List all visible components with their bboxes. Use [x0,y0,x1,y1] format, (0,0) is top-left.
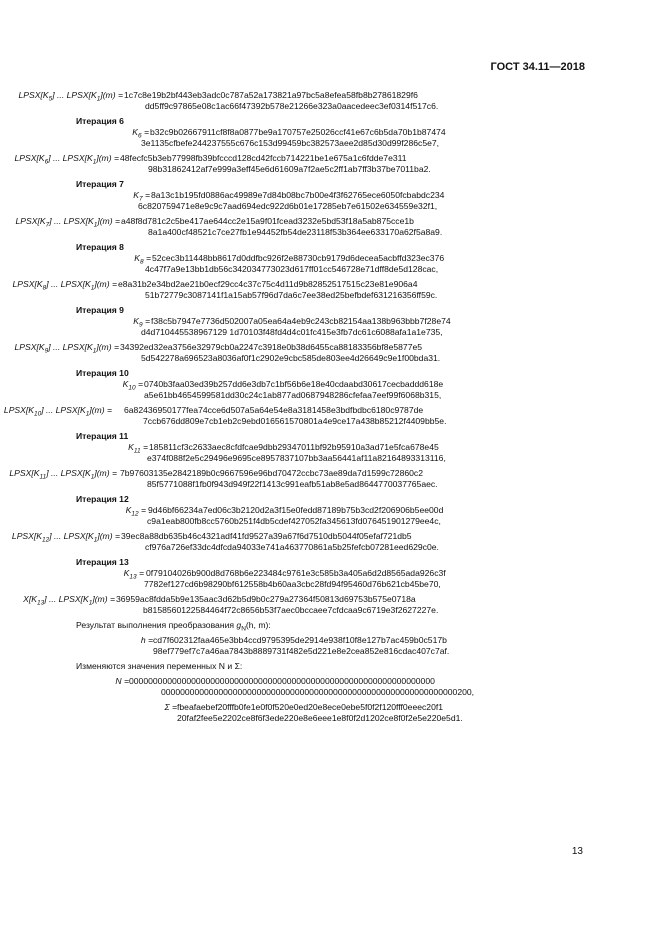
expr-label: $LPSX[K_6]$ ... $LPSX[K_1](m)$ = [14,153,119,166]
expr-line2 [0,605,661,616]
expr-value-cont: cf976a726ef33dc4dfcda94033e741a463770861a5b25fefcb07281eed629c0e. [145,542,439,552]
expr-line2 [0,290,661,301]
expr-value: 39ec8a88db635b46c4321adf41fd9527a39a67f6d7510db5044f05efaf721db5 [121,531,412,541]
expr-line1 [0,635,661,646]
expr-line1 [0,90,661,101]
iteration-heading: Итерация 12 [76,494,129,504]
expr-value: 7b97603135e2842189b0c9667596e96bd70472ccbc73ae89da7d1599c72860c2 [120,468,423,478]
expr-value-cont: 6c820759471e8e9c9c7aad694edc922d6b01e17285eb7e61502e634559e32f1, [138,201,438,211]
expr-value-cont: c9a1eab800fb8cc5760b251f4db5cdef427052fa345613fd076451901279ee4c, [147,516,441,526]
expr-line2 [0,327,661,338]
expr-value: 0000000000000000000000000000000000000000000000000000000000000000 [129,676,435,686]
expr-label: $K_{13}$ = [123,568,144,581]
expr-line1 [0,405,661,416]
expr-value: 185811cf3c2633aec8cfdfcae9dbb29347011bf92b95910a3ad71e5fca678e45 [149,442,439,452]
expr-value-cont: 8a1a400cf48521c7ce27fb1e94452fb54de23118f53b364ee633170a62f5a8a9. [148,227,443,237]
expr-line2 [0,646,661,657]
expr-value: 1c7c8e19b2bf443eb3adc0c787a52a173821a97bc5a8efea58fb8b27861829f6 [124,90,418,100]
expr-value: 48fecfc5b3eb77998fb39bfcccd128cd42fccb714221be1e675a1c6fdde7e311 [120,153,407,163]
expr-value-cont: 7ccb676dd809e7cb1eb2c9ebd016561570801a4e9ce17a438b85212f4409bb5e. [143,416,447,426]
document-body [0,90,661,728]
expr-line1 [0,190,661,201]
expr-label: $LPSX[K_8]$ ... $LPSX[K_1](m)$ = [12,279,117,292]
expr-line1 [0,316,661,327]
expr-value-cont: 4c47f7a9e13bb1db56c342034773023d617ff01cc546728e71dff8de5d128cac, [145,264,439,274]
expr-value-cont: a5e61bb4654599581dd30c24c1ab877ad0687948286cfefaa7eef99f6068b315, [144,390,442,400]
expr-label: $LPSX[K_9]$ ... $LPSX[K_1](m)$ = [14,342,119,355]
expr-line2 [0,390,661,401]
expr-label: $K_{12}$ = [125,505,146,518]
expr-value-cont: b8158560122584464f72c8656b53f7aec0bccaee7cfdcaa9c6719e3f2627227e. [143,605,439,615]
expr-value-cont: 3e1135cfbefe244237555c676c153d99459bc382573aee2d85d30d99f286c5e7, [141,138,440,148]
result-caption: Результат выполнения преобразования $g_N(h$, m): [76,620,271,633]
expr-line1 [0,127,661,138]
expr-line1 [0,468,661,479]
expr-line1 [0,568,661,579]
expr-value-cont: 5d542278a696523a8036af0f1c2902e9cbc585de803ee4d26649c9e1f00bda31. [141,353,441,363]
expr-label: $K_6$ = [132,127,149,140]
expr-line1 [0,216,661,227]
expr-line1 [0,279,661,290]
expr-value: b32c9b02667911cf8f8a0877be9a170757e25026ccf41e67c6b5da70b1b87474 [150,127,446,137]
expr-value: 36959ac8fdda5b9e135aac3d62b5d9b0c279a27364f50813d69753b575e0718a [116,594,416,604]
expr-label: Σ = [164,702,177,712]
expr-line2 [0,164,661,175]
expr-value-cont: 98ef779ef7c7a46aa7843b8889731f482e5d221e8e2cea852e816cdac407c7af. [153,646,450,656]
expr-value: 0740b3faa03ed39b257dd6e3db7c1bf56b6e18e40cdaabd30617cecbaddd618e [144,379,444,389]
expr-line2 [0,138,661,149]
expr-value: 52cec3b11448bb8617d0ddfbc926f2e88730cb9179d6decea5acbffd323ec376 [152,253,445,263]
expr-label: $LPSX[K_5]$ ... $LPSX[K_1](m)$ = [18,90,123,103]
expr-line2 [0,101,661,112]
expr-line2 [0,416,661,427]
expr-line2 [0,713,661,724]
expr-line1 [0,379,661,390]
expr-line1 [0,153,661,164]
expr-label: $LPSX[K_{10}]$ ... $LPSX[K_1](m)$ = [3,405,112,418]
iteration-heading: Итерация 8 [76,242,124,252]
expr-line1 [0,702,661,713]
expr-label: $K_9$ = [133,316,150,329]
expr-line1 [0,253,661,264]
expr-line1 [0,342,661,353]
expr-value-cont: 7782ef127cd6b98290bf612558b4b60aa3cbc28fd94f95460d76b621cb45be70, [144,579,441,589]
expr-line1 [0,594,661,605]
expr-value: f38c5b7947e7736d502007a05ea64a4eb9c243cb82154aa138b963bbb7f28e74 [151,316,451,326]
expr-label: $K_7$ = [133,190,150,203]
page-number: 13 [571,846,583,857]
expr-label: $X[K_{13}]$ ... $LPSX[K_1](m)$ = [23,594,115,607]
expr-line2 [0,353,661,364]
expr-value: 0f79104026b900d8d768b6e223484c9761e3c585b3a405a6d2d8565ada926c3f [146,568,446,578]
expr-value: 9d46bf66234a7ed06c3b2120d2a3f15e0fedd87189b75b3cd2f206906b5ee00d [148,505,444,515]
expr-label: $K_8$ = [134,253,151,266]
document-header: ГОСТ 34.11—2018 [490,61,585,73]
expr-value-cont: dd5ff9c97865e08c1ac66f47392b578e21266e323a0aacedeec3ef0314f517c6. [145,101,439,111]
iteration-heading: Итерация 9 [76,305,124,315]
expr-label: h = [140,635,153,645]
expr-line2 [0,264,661,275]
expr-line1 [0,531,661,542]
iteration-heading: Итерация 7 [76,179,124,189]
expr-label: $K_{11}$ = [128,442,148,455]
expr-label: $LPSX[K_{12}]$ ... $LPSX[K_1](m)$ = [11,531,120,544]
expr-line2 [0,479,661,490]
iteration-heading: Итерация 6 [76,116,124,126]
variables-caption: Изменяются значения переменных N и Σ: [76,661,243,671]
expr-value: 8a13c1b195fd0886ac49989e7d84b08bc7b00e4f3f62765ece6050fcbabdc234 [151,190,445,200]
expr-line2 [0,542,661,553]
expr-value-cont: 51b72779c3087141f1a15ab57f96d7da6c7ee38ed25befbdef631216356ff59c. [145,290,438,300]
expr-value: 6a82436950177fea74cce6d507a5a64e54e8a3181458e3bdfbdbc6180c9787de [124,405,424,415]
iteration-heading: Итерация 11 [76,431,129,441]
expr-line2 [0,227,661,238]
expr-line2 [0,687,661,698]
expr-line2 [0,201,661,212]
expr-value: cd7f602312faa465e3bb4ccd9795395de2914e938f10f8e127b7ac459b0c517b [153,635,447,645]
expr-line2 [0,453,661,464]
expr-line1 [0,676,661,687]
iteration-heading: Итерация 13 [76,557,129,567]
expr-value-cont: 00000000000000000000000000000000000000000000000000000000000000200, [161,687,475,697]
expr-line1 [0,505,661,516]
expr-value-cont: d4d710445538967129 1d70103f48fd4d4c01fc415e3fb7dc61c6088afa1a1e735, [141,327,443,337]
expr-label: $LPSX[K_{11}]$ ... $LPSX[K_1](m)$ = [9,468,117,481]
expr-value-cont: 20faf2fee5e2202ce8f6f3ede220e8e6eee1e8f0f2d1202ce8f0f2e5e220e5d1. [177,713,463,723]
expr-line2 [0,516,661,527]
expr-value: a48f8d781c2c5be417ae644cc2e15a9f01fcead3232e5bd53f18a5ab875cce1b [121,216,414,226]
expr-label: N = [115,676,129,686]
expr-value: 34392ed32ea3756e32979cb0a2247c3918e0b38d6455ca88183356bf8e5877e5 [120,342,423,352]
expr-value: fbeafaebef20fffb0fe1e0f0f520e0ed20e8ece0ebe5f0f2f120fff0eeec20f1 [177,702,444,712]
expr-value: e8a31b2e34bd2ae21b0ecf29cc4c37c75c4d11d9b82852517515c23e81e906a4 [118,279,418,289]
expr-value-cont: e374f088f2e5c29496e9695ce8957837107bb3aa56441af11a82164893313116, [147,453,446,463]
iteration-heading: Итерация 10 [76,368,129,378]
expr-label: $K_{10}$ = [122,379,143,392]
expr-value-cont: 98b31862412af7e999a3eff45e6d61609a7f2ae5c2ff1ab7ff3b37be7011ba2. [148,164,431,174]
expr-line2 [0,579,661,590]
expr-value-cont: 85f5771088f1fb0f943d949f22f1413c991eafb51ab8e5ad8644770037765aec. [147,479,438,489]
expr-line1 [0,442,661,453]
expr-label: $LPSX[K_7]$ ... $LPSX[K_1](m)$ = [15,216,120,229]
